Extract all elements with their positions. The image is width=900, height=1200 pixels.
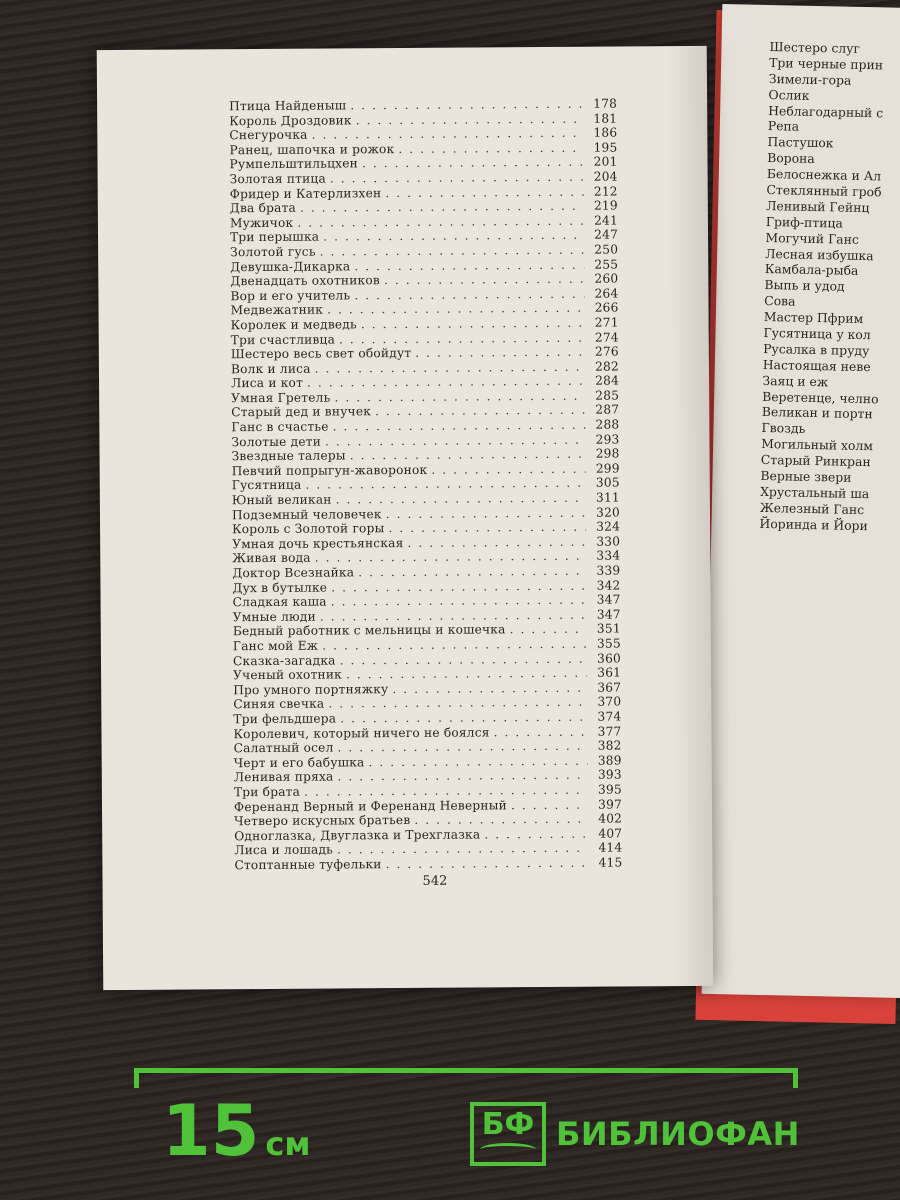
toc-entry-page: 276 xyxy=(594,344,619,359)
right-toc-entry: Великан и портн xyxy=(761,404,873,422)
toc-entry-page: 339 xyxy=(596,563,621,578)
right-toc-entry: Веретенце, челно xyxy=(762,388,879,406)
toc-entry-title: Три перышка xyxy=(229,229,320,245)
toc-leader-dots xyxy=(337,739,587,755)
toc-entry-title: Стоптанные туфельки xyxy=(234,857,382,873)
toc-leader-dots xyxy=(356,111,584,127)
right-page xyxy=(702,4,900,998)
right-toc-entry: Репа xyxy=(767,118,800,135)
toc-entry-title: Королевич, который ничего не боялся xyxy=(233,724,490,741)
bibliofan-logo xyxy=(470,1102,800,1166)
right-toc-entry: Верные звери xyxy=(760,467,852,485)
toc-entry-page: 361 xyxy=(597,665,622,680)
toc-entry-title: Ученый охотник xyxy=(233,667,342,683)
toc-leader-dots xyxy=(307,374,585,390)
toc-leader-dots xyxy=(484,826,588,841)
page-number: 542 xyxy=(422,873,448,889)
toc-leader-dots xyxy=(388,520,586,535)
toc-entry-page: 407 xyxy=(598,826,623,841)
toc-list xyxy=(229,97,622,873)
right-toc-entry: Ворона xyxy=(767,150,815,167)
toc-entry-title: Подземный человечек xyxy=(231,506,382,522)
toc-leader-dots xyxy=(340,710,587,726)
toc-entry-page: 330 xyxy=(596,534,621,549)
right-toc-entry: Мастер Пфрим xyxy=(763,309,864,327)
right-toc-entry: Зимели-гора xyxy=(768,70,852,88)
toc-entry-page: 355 xyxy=(596,636,621,651)
toc-entry-title: Три брата xyxy=(233,784,301,800)
toc-entry-page: 255 xyxy=(594,257,619,272)
toc-entry-title: Черт и его бабушка xyxy=(233,755,365,770)
toc-entry-title: Бедный работник с мельницы и кошечка xyxy=(232,622,506,639)
toc-entry-page: 311 xyxy=(595,490,620,505)
toc-entry-title: Доктор Всезнайка xyxy=(232,565,355,581)
right-toc-entry: Русалка в пруду xyxy=(763,340,870,359)
toc-entry-page: 299 xyxy=(595,461,620,476)
toc-entry-title: Три фельдшера xyxy=(233,711,337,727)
toc-entry-page: 274 xyxy=(594,330,619,345)
scale-unit: см xyxy=(265,1125,311,1163)
right-toc-entry: Железный Ганс xyxy=(759,499,865,517)
toc-leader-dots xyxy=(407,535,586,550)
toc-entry-page: 334 xyxy=(596,548,621,564)
toc-entry-page: 347 xyxy=(596,592,621,607)
toc-leader-dots xyxy=(340,651,587,667)
toc-leader-dots xyxy=(331,578,586,594)
right-toc-entry: Ленивый Гейнц xyxy=(766,197,870,216)
scale-ruler xyxy=(134,1068,798,1088)
toc-leader-dots xyxy=(334,389,585,405)
toc-entry-title: Салатный осел xyxy=(233,740,334,756)
toc-entry-title: Волк и лиса xyxy=(230,361,311,376)
toc-entry-title: Ранец, шапочка и рожок xyxy=(229,141,395,157)
toc-leader-dots xyxy=(337,841,588,857)
toc-entry-title: Птица Найденыш xyxy=(229,98,347,114)
toc-entry-page: 264 xyxy=(594,286,619,301)
toc-leader-dots xyxy=(385,184,583,199)
toc-leader-dots xyxy=(368,753,587,769)
left-page xyxy=(97,46,714,990)
toc-entry-title: Мужичок xyxy=(229,215,294,230)
toc-entry-title: Синяя свечка xyxy=(233,696,325,712)
toc-entry-title: Сладкая каша xyxy=(232,594,327,610)
toc-leader-dots xyxy=(330,170,584,186)
toc-entry-title: Умная дочь крестьянская xyxy=(232,535,404,552)
toc-leader-dots xyxy=(327,301,585,317)
toc-leader-dots xyxy=(384,272,584,287)
toc-entry-page: 402 xyxy=(598,811,623,826)
toc-entry-title: Про умного портняжку xyxy=(233,681,389,697)
toc-entry-page: 389 xyxy=(597,753,622,768)
toc-entry-title: Ганс мой Еж xyxy=(232,638,319,654)
toc-leader-dots xyxy=(354,286,584,302)
right-toc-entry: Настоящая неве xyxy=(762,356,871,375)
toc-entry-title: Король Дроздовик xyxy=(229,112,352,128)
toc-entry-page: 241 xyxy=(594,213,618,228)
toc-entry-title: Королек и медведь xyxy=(230,317,357,333)
toc-entry-title: Медвежатник xyxy=(230,302,324,318)
toc-entry-page: 414 xyxy=(598,840,623,855)
toc-leader-dots xyxy=(386,856,589,871)
toc-entry-title: Умные люди xyxy=(232,609,316,624)
toc-entry-title: Три счастливца xyxy=(230,331,336,347)
toc-leader-dots xyxy=(375,403,585,418)
toc-leader-dots xyxy=(315,549,587,565)
toc-leader-dots xyxy=(339,330,585,346)
toc-entry-title: Юный великан xyxy=(231,492,332,508)
toc-entry-page: 415 xyxy=(598,855,623,870)
toc-entry-title: Шестеро весь свет обойдут xyxy=(230,346,412,362)
toc-leader-dots xyxy=(392,680,587,695)
scale-value: 15 xyxy=(162,1090,260,1172)
toc-leader-dots xyxy=(320,243,585,259)
toc-entry-page: 370 xyxy=(597,694,622,710)
toc-entry-title: Фридер и Катерлизхен xyxy=(229,185,382,201)
toc-entry-title: Вор и его учитель xyxy=(230,288,351,303)
toc-entry-title: Гусятница xyxy=(231,478,302,493)
toc-entry-page: 320 xyxy=(596,505,621,520)
right-toc-entry: Камбала-рыба xyxy=(764,261,859,279)
toc-entry-page: 305 xyxy=(595,475,620,491)
toc-entry-page: 393 xyxy=(597,767,622,782)
right-toc-entry: Пастушок xyxy=(767,134,834,151)
toc-entry-page: 250 xyxy=(594,242,619,257)
toc-entry-page: 284 xyxy=(595,373,620,388)
book-icon xyxy=(470,1102,546,1166)
toc-entry-title: Одноглазка, Двуглазка и Трехглазка xyxy=(234,827,481,843)
toc-entry-page: 219 xyxy=(593,198,618,213)
right-toc-entry: Выпь и удод xyxy=(764,277,845,294)
toc-entry-page: 374 xyxy=(597,709,622,724)
right-toc-entry: Могучий Ганс xyxy=(765,229,860,247)
toc-leader-dots xyxy=(297,213,584,229)
toc-entry-title: Золотой гусь xyxy=(230,244,316,260)
toc-entry-page: 367 xyxy=(597,680,622,695)
toc-leader-dots xyxy=(398,141,583,156)
toc-entry-title: Старый дед и внучек xyxy=(231,404,372,420)
toc-entry-title: Лиса и лошадь xyxy=(234,842,334,858)
toc-leader-dots xyxy=(322,637,587,653)
toc-leader-dots xyxy=(315,359,585,375)
toc-entry-page: 382 xyxy=(597,738,622,753)
toc-entry-page: 282 xyxy=(595,359,619,374)
right-toc-entry: Шестеро слуг xyxy=(769,39,861,56)
toc-entry-title: Ганс в счастье xyxy=(231,419,329,435)
toc-entry-page: 342 xyxy=(596,578,621,593)
logo-text: БИБЛИОФАН xyxy=(556,1115,800,1153)
toc-leader-dots xyxy=(336,491,586,507)
toc-entry-title: Четверо искусных братьев xyxy=(234,813,411,829)
toc-leader-dots xyxy=(354,257,584,273)
toc-leader-dots xyxy=(415,345,585,360)
right-toc-entry: Стеклянный гроб xyxy=(766,181,882,200)
right-toc-entry: Гусятница у кол xyxy=(763,324,871,343)
toc-entry-title: Снегурочка xyxy=(229,127,308,143)
toc-leader-dots xyxy=(331,593,587,609)
toc-entry-page: 285 xyxy=(595,388,620,403)
toc-leader-dots xyxy=(350,97,583,113)
toc-entry-page: 293 xyxy=(595,432,620,447)
toc-leader-dots xyxy=(323,228,584,244)
right-toc-entry: Хрустальный ша xyxy=(760,483,870,502)
toc-leader-dots xyxy=(362,155,584,171)
toc-entry-title: Умная Гретель xyxy=(231,390,331,406)
toc-entry-page: 351 xyxy=(596,621,621,637)
right-toc-entry: Гвоздь xyxy=(761,420,806,437)
right-toc-entry: Три черные прин xyxy=(769,54,884,73)
toc-leader-dots xyxy=(328,695,587,711)
toc-entry-title: Золотые дети xyxy=(231,434,322,449)
toc-entry-page: 178 xyxy=(593,96,618,111)
toc-leader-dots xyxy=(304,783,588,799)
toc-entry-page: 266 xyxy=(594,300,619,315)
right-toc-entry: Ослик xyxy=(768,86,810,103)
toc-entry-title: Двенадцать охотников xyxy=(230,273,380,289)
right-toc-entry: Гриф-птица xyxy=(765,213,844,231)
right-toc-entry: Могильный холм xyxy=(761,436,874,454)
toc-entry-page: 195 xyxy=(593,140,618,155)
toc-leader-dots xyxy=(494,724,588,739)
toc-entry-page: 287 xyxy=(595,402,620,418)
toc-leader-dots xyxy=(346,666,587,682)
right-toc-entry: Заяц и еж xyxy=(762,372,829,390)
toc-entry-title: Певчий попрыгун-жаворонок xyxy=(231,462,428,479)
toc-leader-dots xyxy=(510,622,587,637)
right-toc-entry: Лесная избушка xyxy=(765,245,874,263)
toc-leader-dots xyxy=(320,608,587,624)
toc-entry-title: Ференанд Верный и Ференанд Неверный xyxy=(233,797,507,814)
toc-entry-title: Два брата xyxy=(229,200,297,216)
toc-entry-title: Ленивая пряха xyxy=(233,769,334,785)
toc-entry-page: 298 xyxy=(595,446,620,461)
toc-leader-dots xyxy=(511,797,588,812)
toc-entry-page: 204 xyxy=(593,169,618,184)
right-toc-entry: Сова xyxy=(764,293,796,309)
toc-leader-dots xyxy=(386,505,586,520)
toc-entry-title: Звездные талеры xyxy=(231,448,346,464)
right-toc-entry: Старый Ринкран xyxy=(760,452,871,470)
toc-entry-title: Румпельштильцхен xyxy=(229,156,358,172)
toc-entry-title: Король с Золотой горы xyxy=(232,521,385,537)
toc-entry-title: Сказка-загадка xyxy=(232,653,336,668)
right-toc-list xyxy=(759,39,900,535)
toc-entry-title: Живая вода xyxy=(232,551,311,566)
toc-entry-title: Дух в бутылке xyxy=(232,580,328,595)
toc-entry-page: 186 xyxy=(593,125,618,140)
toc-entry-page: 377 xyxy=(597,724,622,739)
toc-leader-dots xyxy=(358,564,586,580)
toc-leader-dots xyxy=(431,462,585,477)
toc-leader-dots xyxy=(305,476,585,492)
toc-entry xyxy=(234,855,622,872)
toc-entry-title: Девушка-Дикарка xyxy=(230,258,351,274)
toc-leader-dots xyxy=(312,126,584,142)
toc-entry-page: 247 xyxy=(594,227,619,243)
toc-leader-dots xyxy=(300,199,584,215)
toc-entry-title: Лиса и кот xyxy=(231,375,304,391)
toc-entry-page: 397 xyxy=(598,796,623,812)
toc-entry-page: 212 xyxy=(593,184,618,199)
right-toc-entry: Белоснежка и Ал xyxy=(766,166,882,184)
toc-leader-dots xyxy=(333,418,586,434)
toc-entry-page: 360 xyxy=(597,651,622,666)
scale-label xyxy=(162,1090,311,1172)
toc-entry-page: 324 xyxy=(596,519,621,534)
toc-entry-page: 271 xyxy=(594,315,619,330)
toc-leader-dots xyxy=(337,768,587,784)
toc-entry-page: 201 xyxy=(593,154,618,170)
toc-leader-dots xyxy=(350,447,586,463)
toc-entry-page: 288 xyxy=(595,417,620,432)
right-toc-entry: Неблагодарный с xyxy=(768,102,884,120)
right-toc-entry: Йоринда и Йори xyxy=(759,515,868,533)
toc-leader-dots xyxy=(325,432,586,448)
toc-entry-title: Золотая птица xyxy=(229,171,326,187)
logo-mark-text: БФ xyxy=(481,1107,535,1142)
toc-leader-dots xyxy=(361,316,585,332)
toc-entry-page: 181 xyxy=(593,111,618,126)
toc-leader-dots xyxy=(414,812,588,827)
toc-entry-page: 395 xyxy=(597,782,622,797)
toc-entry-page: 260 xyxy=(594,271,619,286)
toc-entry-page: 347 xyxy=(596,607,621,622)
